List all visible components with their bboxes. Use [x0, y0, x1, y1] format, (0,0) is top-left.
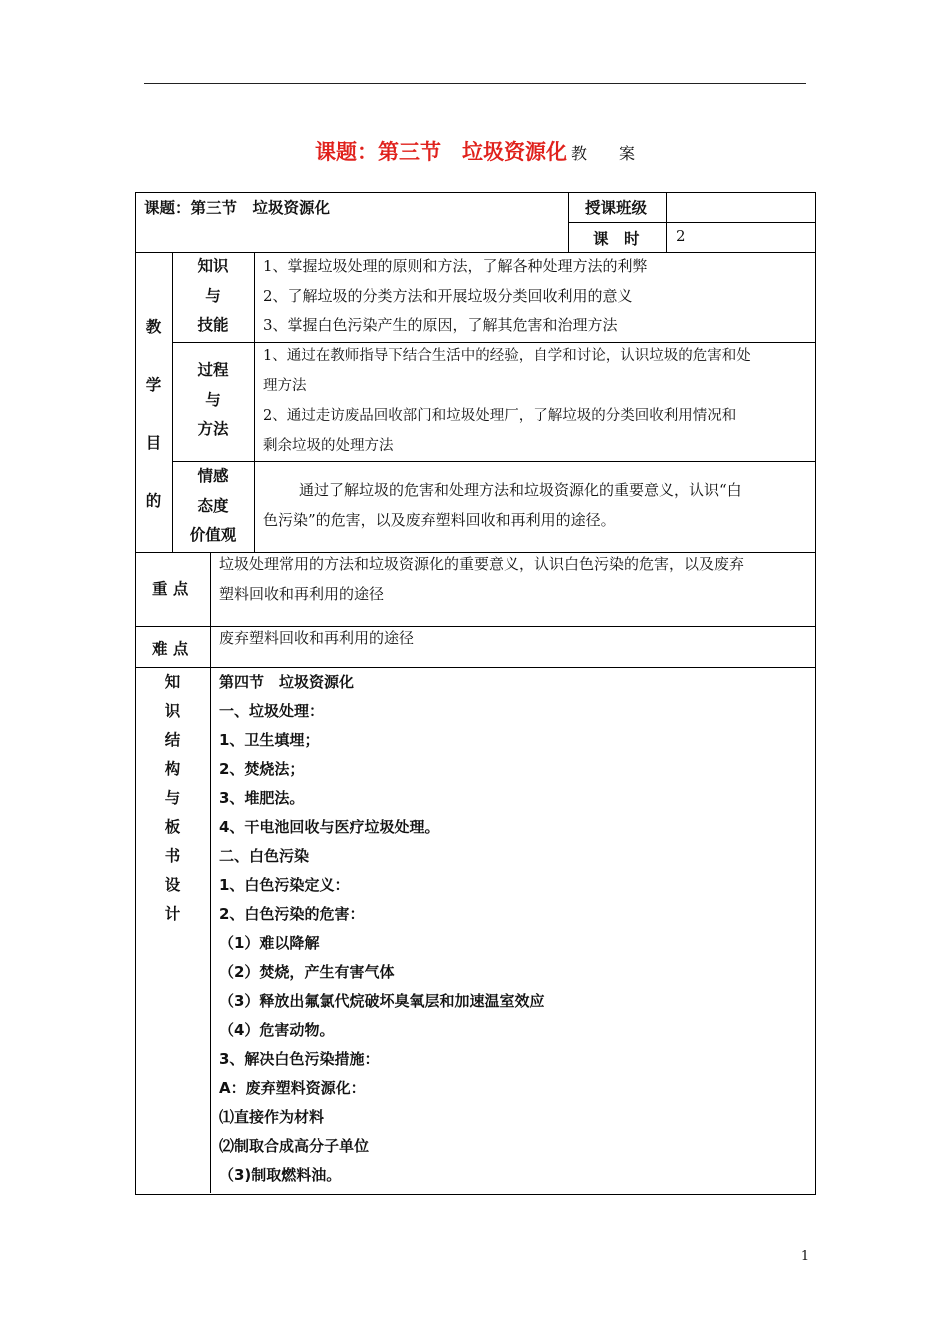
- structure-line: 1、卫生填埋；: [219, 731, 320, 749]
- difficulties-text: 废弃塑料回收和再利用的途径: [219, 629, 415, 647]
- structure-line: （4）危害动物。: [219, 1021, 335, 1039]
- attitude-label: 情感 态度 价值观: [189, 467, 237, 544]
- header-rule: [144, 83, 806, 84]
- document-title: [0, 136, 950, 166]
- attitude-text: 通过了解垃圾的危害和处理方法和垃圾资源化的重要意义，认识“白 色污染”的危害，以及废弃塑料回收和再利用的途径。: [263, 481, 742, 529]
- page-number: 1: [800, 1249, 810, 1264]
- structure-line: （3)制取燃料油。: [219, 1166, 342, 1184]
- knowledge-label: 知识 与 技能: [197, 257, 229, 334]
- structure-line: 一、垃圾处理：: [219, 702, 325, 720]
- class-label: 授课班级: [585, 199, 648, 217]
- process-text: 1、通过在教师指导下结合生活中的经验，自学和讨论，认识垃圾的危害和处 理方法 2、通过走访废品回收部门和垃圾处理厂，了解垃圾的分类回收利用情况和 剩余垃圾的处理方法: [263, 348, 751, 454]
- keypoints-text: 垃圾处理常用的方法和垃圾资源化的重要意义，认识白色污染的危害，以及废弃 塑料回收和再利用的途径: [219, 555, 745, 603]
- structure-line: ⑴直接作为材料: [219, 1108, 325, 1126]
- keypoints-label: 重 点: [152, 580, 189, 598]
- structure-line: （3）释放出氟氯代烷破坏臭氧层和加速温室效应: [219, 992, 545, 1010]
- topic-cell: 课题：第三节 垃圾资源化: [144, 199, 331, 217]
- objectives-group-label: 教 学 目 的: [145, 318, 162, 510]
- structure-line: A：废弃塑料资源化：: [219, 1079, 366, 1097]
- structure-line: 1、白色污染定义：: [219, 876, 350, 894]
- keypoints-divider: [210, 552, 211, 1193]
- knowledge-text: 1、掌握垃圾处理的原则和方法，了解各种处理方法的利弊 2、了解垃圾的分类方法和开展垃圾分类回收利用的意义 3、掌握白色污染产生的原因，了解其危害和治理方法: [263, 257, 648, 334]
- structure-line: 3、堆肥法。: [219, 789, 305, 807]
- structure-line: 4、干电池回收与医疗垃圾处理。: [219, 818, 440, 836]
- structure-line: 3、解决白色污染措施：: [219, 1050, 380, 1068]
- hours-value: 2: [676, 227, 686, 245]
- hours-label: 课 时: [593, 230, 640, 248]
- row1-subdivider: [568, 222, 815, 223]
- objectives-divider-b: [254, 252, 255, 552]
- structure-line: 2、白色污染的危害：: [219, 905, 365, 923]
- title-suffix: 教 案: [570, 144, 635, 163]
- structure-line: 二、白色污染: [219, 847, 310, 865]
- process-label: 过程 与 方法: [197, 361, 229, 438]
- structure-line: （2）焚烧，产生有害气体: [219, 963, 395, 981]
- structure-text: [219, 668, 544, 1190]
- difficulties-label: 难 点: [152, 640, 189, 658]
- structure-line: ⑵制取合成高分子单位: [219, 1137, 370, 1155]
- structure-label: 知 识 结 构 与 板 书 设 计: [164, 673, 181, 923]
- title-main: 课题：第三节 垃圾资源化: [314, 140, 567, 164]
- structure-line: （1）难以降解: [219, 934, 320, 952]
- structure-line: 2、焚烧法；: [219, 760, 305, 778]
- structure-line: 第四节 垃圾资源化: [219, 673, 355, 691]
- objectives-row-sep-2: [172, 461, 815, 462]
